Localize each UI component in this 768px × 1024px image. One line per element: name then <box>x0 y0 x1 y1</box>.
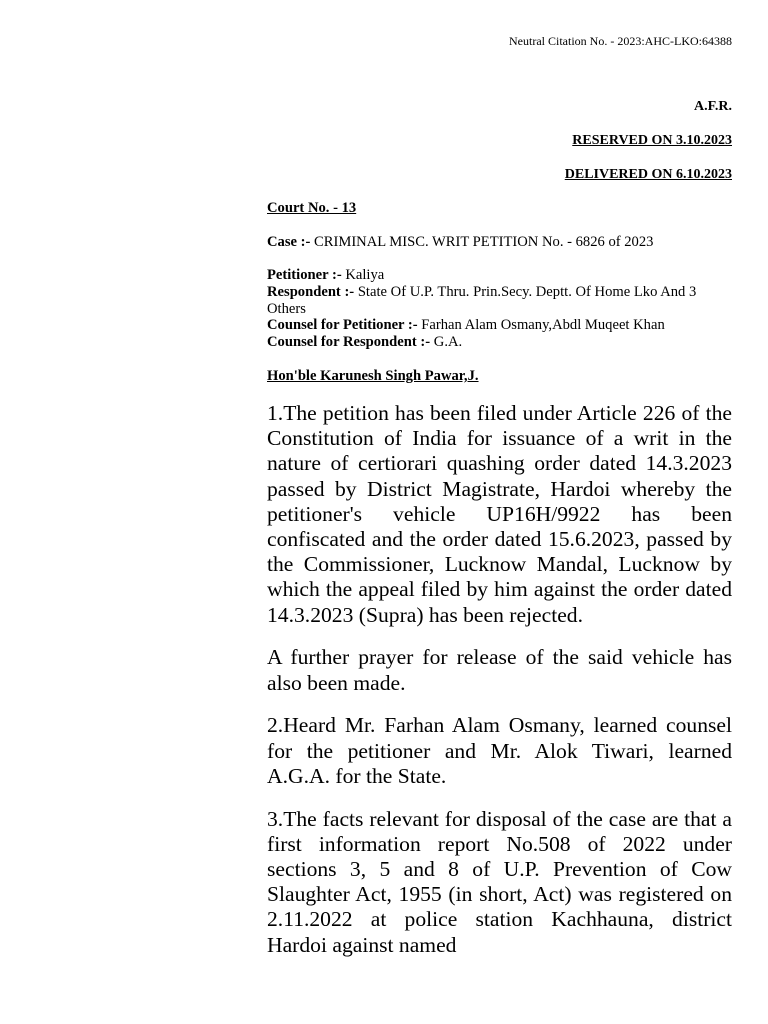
respondent-value: State Of U.P. Thru. Prin.Secy. Deptt. Of Home Lko And 3 Others <box>267 283 697 317</box>
petitioner-label: Petitioner :- <box>267 267 342 283</box>
paragraph-2: A further prayer for release of the said vehicle has also been made. <box>267 645 732 695</box>
paragraph-3: 2.Heard Mr. Farhan Alam Osmany, learned counsel for the petitioner and Mr. Alok Tiwari, learned A.G.A. for the State. <box>267 713 732 788</box>
counsel-petitioner-line <box>267 317 732 334</box>
judge-name: Hon'ble Karunesh Singh Pawar,J. <box>267 368 479 384</box>
paragraph-1: 1.The petition has been filed under Article 226 of the Constitution of India for issuance of a writ in the nature of certiorari quashing order dated 14.3.2023 passed by District Magistrate, Hardoi whereby the petitioner's vehicle UP16H/9922 has been confiscated and the order dated 15.6.2023, passed by the Commissioner, Lucknow Mandal, Lucknow by which the appeal filed by him against the order dated 14.3.2023 (Supra) has been rejected. <box>267 401 732 627</box>
reserved-date: RESERVED ON 3.10.2023 <box>572 133 732 148</box>
counsel-respondent-line <box>267 334 732 351</box>
case-value: CRIMINAL MISC. WRIT PETITION No. - 6826 of 2023 <box>310 234 654 250</box>
delivered-date: DELIVERED ON 6.10.2023 <box>564 167 732 182</box>
counsel-petitioner-label: Counsel for Petitioner :- <box>267 317 418 334</box>
counsel-respondent-label: Counsel for Respondent :- <box>267 334 431 351</box>
judgment-body <box>267 401 732 975</box>
court-number: Court No. - 13 <box>267 200 357 216</box>
petitioner-line <box>267 267 732 284</box>
respondent-label: Respondent :- <box>267 283 355 300</box>
afr-label: A.F.R. <box>694 99 732 114</box>
paragraph-4: 3.The facts relevant for disposal of the case are that a first information report No.508 of 2022 under sections 3, 5 and 8 of U.P. Prevention of Cow Slaughter Act, 1955 (in short, Act) was registered on 2.11.2022 at police station Kachhauna, district Hardoi against named <box>267 806 732 957</box>
counsel-respondent-value: G.A. <box>430 334 463 351</box>
neutral-citation: Neutral Citation No. - 2023:AHC-LKO:64388 <box>509 34 732 48</box>
respondent-line <box>267 284 732 318</box>
petitioner-value: Kaliya <box>341 267 385 283</box>
case-line <box>267 234 732 251</box>
parties-block <box>267 267 732 351</box>
case-label: Case :- <box>267 234 311 250</box>
counsel-petitioner-value: Farhan Alam Osmany,Abdl Muqeet Khan <box>417 317 665 334</box>
